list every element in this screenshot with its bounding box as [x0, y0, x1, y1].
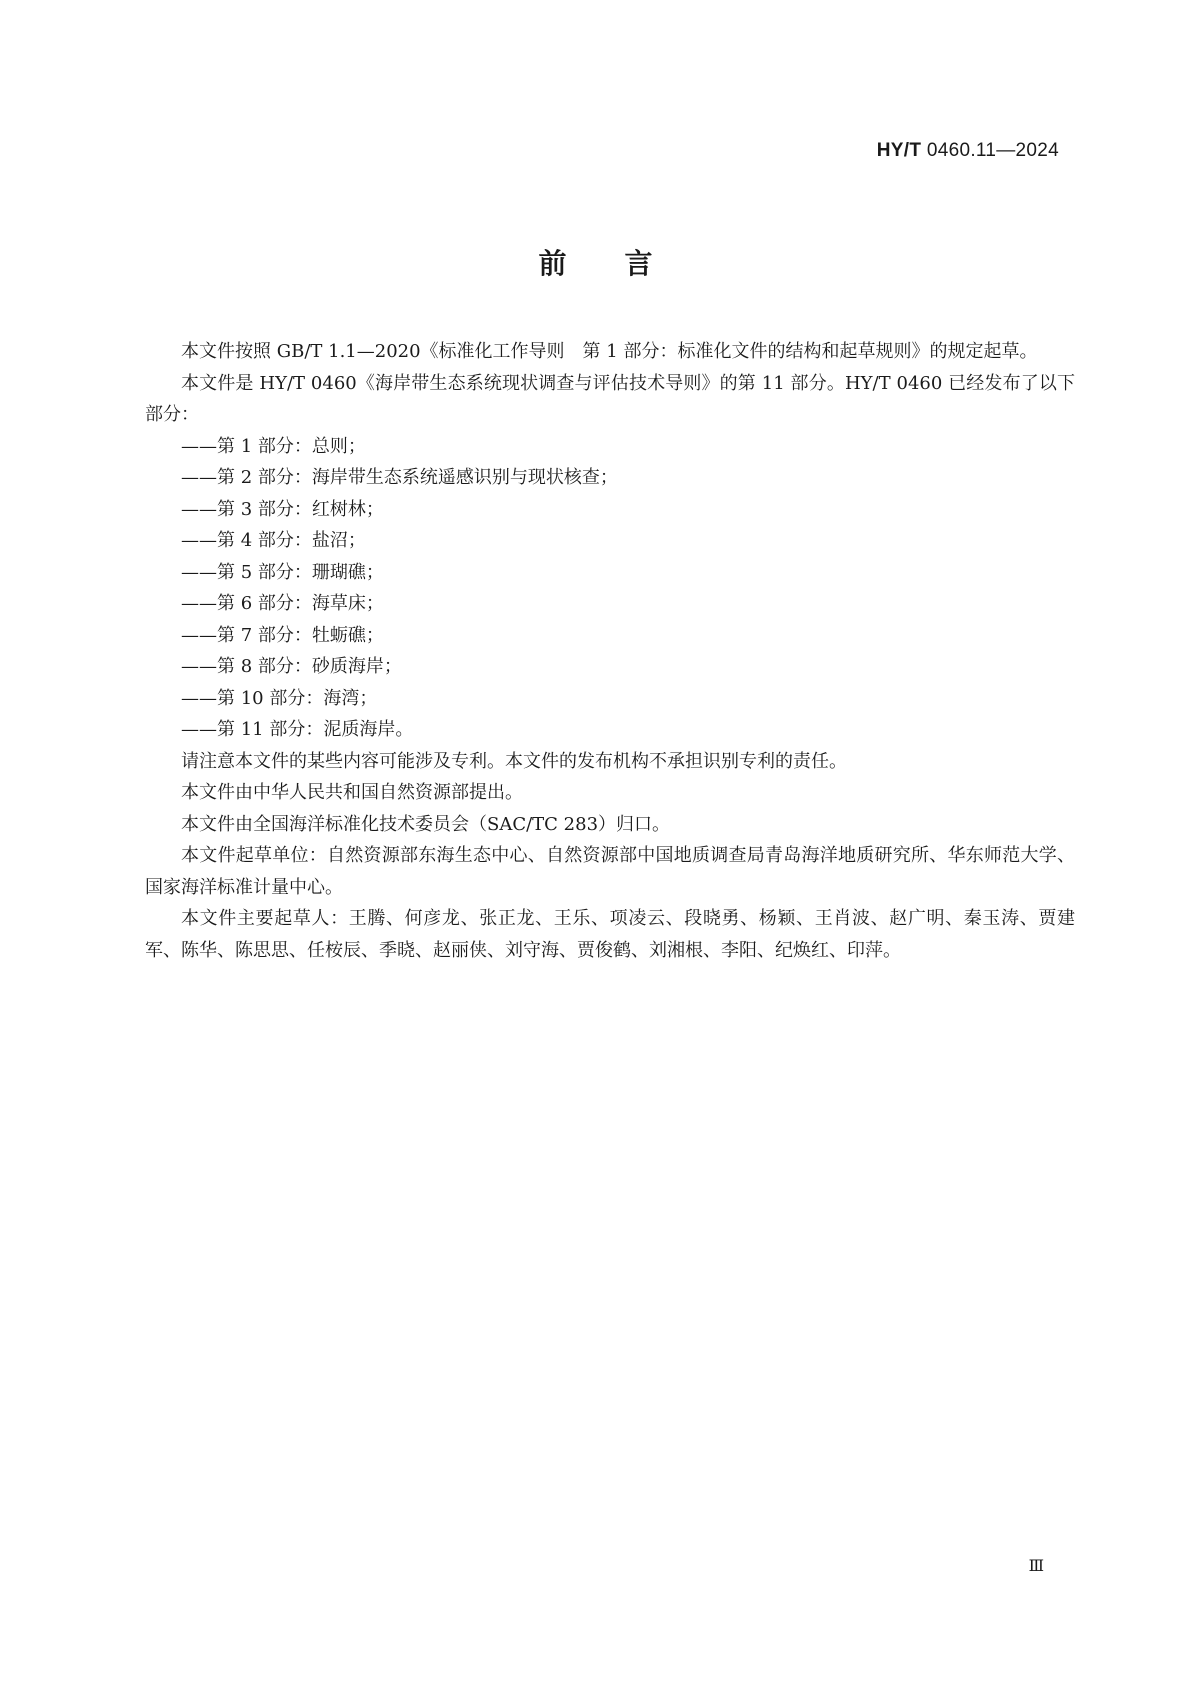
list-item: ——第 4 部分：盐沼； — [181, 530, 366, 551]
list-item: ——第 10 部分：海湾； — [181, 687, 378, 709]
list-item: ——第 3 部分：红树林； — [181, 498, 384, 520]
parts-list — [145, 431, 1075, 746]
paragraph-proposer: 本文件由中华人民共和国自然资源部提出。 — [181, 782, 523, 803]
list-item: ——第 6 部分：海草床； — [181, 593, 384, 614]
foreword-body — [145, 336, 1075, 966]
paragraph-series-intro: 本文件是 HY/T 0460《海岸带生态系统现状调查与评估技术导则》的第 11 部分。HY/T 0460 已经发布了以下部分： — [145, 372, 1075, 425]
standard-code-header — [877, 140, 1059, 162]
page-title: 前言 — [538, 247, 711, 280]
list-item: ——第 5 部分：珊瑚礁； — [181, 561, 384, 583]
paragraph-drafters: 本文件主要起草人：王腾、何彦龙、张正龙、王乐、项凌云、段晓勇、杨颖、王肖波、赵广明、秦玉涛、贾建军、陈华、陈思思、任桉辰、季晓、赵丽侠、刘守海、贾俊鹤、刘湘根、李阳、纪焕红、印萍。 — [145, 908, 1075, 961]
standard-code-prefix: HY/T — [876, 140, 922, 161]
list-item: ——第 2 部分：海岸带生态系统遥感识别与现状核查； — [181, 467, 618, 488]
list-item: ——第 7 部分：牡蛎礁； — [181, 624, 384, 646]
paragraph-drafting-rules: 本文件按照 GB/T 1.1—2020《标准化工作导则 第 1 部分：标准化文件的结构和起草规则》的规定起草。 — [181, 341, 1038, 362]
standard-code-number: 0460.11—2024 — [926, 140, 1059, 161]
paragraph-drafting-units: 本文件起草单位：自然资源部东海生态中心、自然资源部中国地质调查局青岛海洋地质研究所、华东师范大学、国家海洋标准计量中心。 — [145, 845, 1075, 898]
list-item: ——第 8 部分：砂质海岸； — [181, 656, 402, 677]
list-item: ——第 11 部分：泥质海岸。 — [181, 719, 414, 740]
paragraph-centralized: 本文件由全国海洋标准化技术委员会（SAC/TC 283）归口。 — [181, 813, 671, 835]
paragraph-patent-notice: 请注意本文件的某些内容可能涉及专利。本文件的发布机构不承担识别专利的责任。 — [181, 750, 847, 772]
list-item: ——第 1 部分：总则； — [181, 435, 366, 457]
page-number: Ⅲ — [1028, 1556, 1044, 1575]
